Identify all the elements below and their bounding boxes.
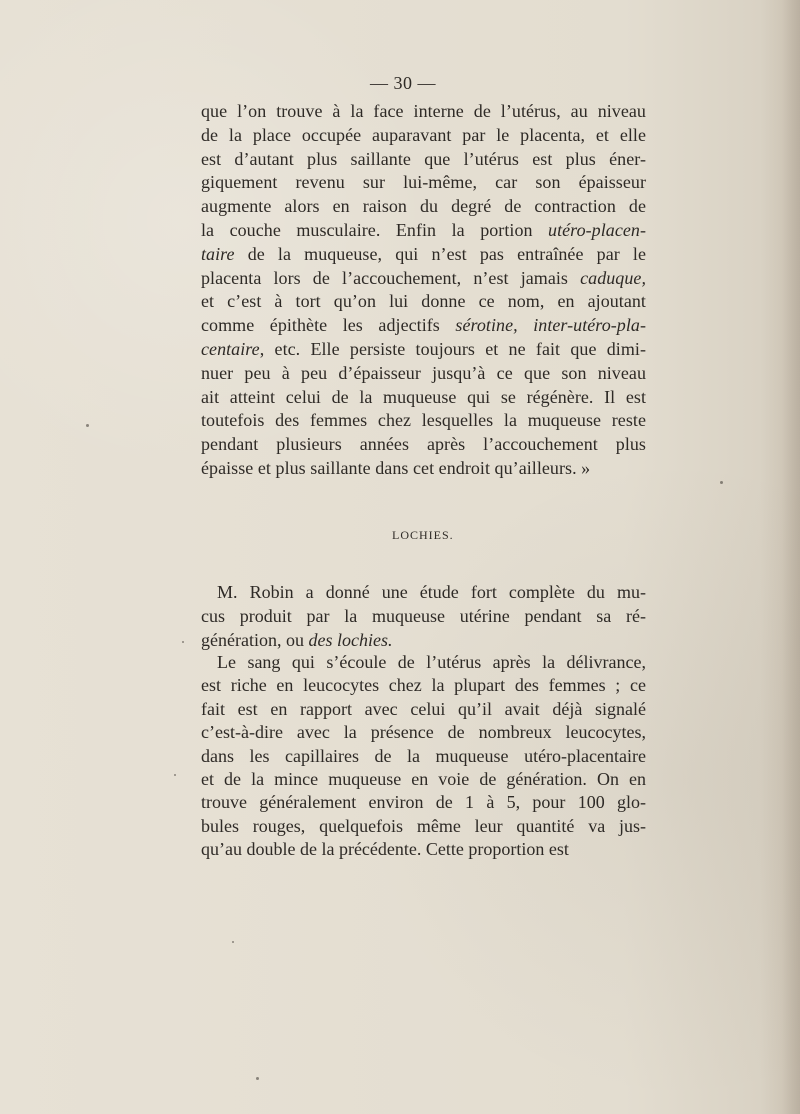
paragraph-3 [201,651,646,862]
paragraph-3-line-7: trouve généralement environ de 1 à 5, pour 100 glo- [201,792,646,813]
paragraph-2 [201,580,646,652]
paragraph-1-line-12: nuer peu à peu d’épaisseur jusqu’à ce que son niveau [201,362,646,383]
italic-des-lochies: des lochies. [308,630,393,650]
line-8-text: placenta lors de l’accouchement, n’est jamais [201,267,581,288]
paragraph-3-line-6: et de la mince muqueuse en voie de génération. On en [201,769,646,790]
italic-utero-placen: utéro-placen- [548,219,646,240]
paragraph-1-line-3: est d’autant plus saillante que l’utérus est plus éner- [201,148,646,169]
paragraph-2-line-3 [201,628,646,652]
italic-serotine: sérotine, inter-utéro-pla- [455,315,646,336]
paragraph-1-line-5: augmente alors en raison du degré de contraction de [201,196,646,217]
paragraph-3-line-3: fait est en rapport avec celui qu’il avait déjà signalé [201,698,646,719]
paragraph-1-line-9: et c’est à tort qu’on lui donne ce nom, en ajoutant [201,291,646,312]
paragraph-1-line-16: épaisse et plus saillante dans cet endroit qu’ailleurs. » [201,457,591,478]
paragraph-1-line-14: toutefois des femmes chez lesquelles la muqueuse reste [201,410,646,431]
paragraph-1-line-7 [201,243,646,267]
paragraph-1 [201,100,646,481]
paragraph-1-line-11 [201,338,646,362]
line-11-rest: , etc. Elle persiste toujours et ne fait que dimi- [259,338,646,359]
paragraph-1-line-15: pendant plusieurs années après l’accouchement plus [201,434,646,455]
paragraph-2-line-2: cus produit par la muqueuse utérine pendant sa ré- [201,606,646,626]
paragraph-3-line-8: bules rouges, quelquefois même leur quantité va jus- [201,815,646,836]
paragraph-3-line-4: c’est-à-dire avec la présence de nombreux leucocytes, [201,722,646,743]
paragraph-2-line-1: M. Robin a donné une étude fort complète du mu- [217,582,646,602]
paper-speck [232,941,234,943]
paragraph-1-line-8 [201,267,646,291]
paper-speck [720,481,723,484]
line-3-text: génération, ou [201,630,309,650]
paragraph-1-line-6 [201,219,646,243]
paper-speck [256,1077,259,1080]
paragraph-3-line-5: dans les capillaires de la muqueuse utéro-placentaire [201,745,646,766]
paper-speck [174,774,176,776]
paragraph-1-line-2: de la place occupée auparavant par le placenta, et elle [201,124,646,145]
paragraph-1-line-4: giquement revenu sur lui-même, car son épaisseur [201,172,646,193]
line-7-rest: de la muqueuse, qui n’est pas entraînée par le [234,243,646,264]
paragraph-3-line-2: est riche en leucocytes chez la plupart des femmes ; ce [201,675,646,696]
italic-taire: taire [201,243,235,264]
paragraph-1-line-10 [201,314,646,338]
paper-speck [182,641,184,643]
paragraph-1-line-1: que l’on trouve à la face interne de l’utérus, au niveau [201,101,646,121]
paragraph-3-line-9: qu’au double de la précédente. Cette proportion est [201,839,569,860]
italic-caduque: caduque, [580,267,646,288]
section-heading: LOCHIES. [392,528,454,542]
italic-centaire: centaire [201,338,260,359]
paragraph-3-line-1: Le sang qui s’écoule de l’utérus après la délivrance, [217,652,646,672]
line-6-text: la couche musculaire. Enfin la portion [201,219,549,240]
page-number: — 30 — [370,73,436,93]
paper-speck [86,424,89,427]
line-10-text: comme épithète les adjectifs [201,315,456,336]
paragraph-1-line-13: ait atteint celui de la muqueuse qui se régénère. Il est [201,386,646,407]
